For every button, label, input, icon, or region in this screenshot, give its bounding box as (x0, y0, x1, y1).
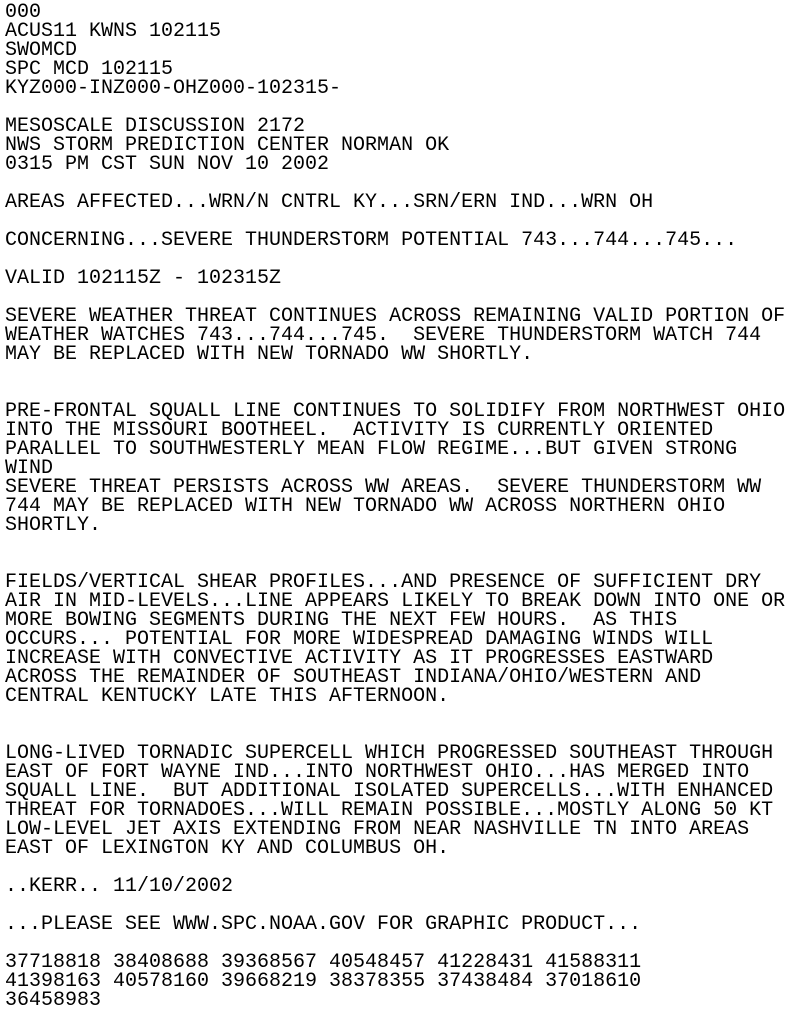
text-line (5, 364, 790, 383)
text-line: LOW-LEVEL JET AXIS EXTENDING FROM NEAR NASHVILLE TN INTO AREAS (5, 818, 750, 841)
text-line: ACUS11 KWNS 102115 (5, 20, 222, 43)
text-line: ...PLEASE SEE WWW.SPC.NOAA.GOV FOR GRAPHIC PRODUCT... (5, 913, 642, 936)
text-line: MAY BE REPLACED WITH NEW TORNADO WW SHORTLY. (5, 343, 534, 366)
text-line: SWOMCD (5, 39, 78, 62)
text-line: AREAS AFFECTED...WRN/N CNTRL KY...SRN/ERN IND...WRN OH (5, 191, 654, 214)
text-line: CONCERNING...SEVERE THUNDERSTORM POTENTIAL 743...744...745... (5, 229, 738, 252)
text-line: AIR IN MID-LEVELS...LINE APPEARS LIKELY TO BREAK DOWN INTO ONE OR (5, 590, 786, 613)
text-line: SHORTLY. (5, 514, 102, 537)
text-line: ACROSS THE REMAINDER OF SOUTHEAST INDIANA/OHIO/WESTERN AND (5, 666, 702, 689)
text-line: CENTRAL KENTUCKY LATE THIS AFTERNOON. (5, 685, 450, 708)
text-line: WIND (5, 457, 54, 480)
text-line: LONG-LIVED TORNADIC SUPERCELL WHICH PROGRESSED SOUTHEAST THROUGH (5, 742, 774, 765)
text-line: FIELDS/VERTICAL SHEAR PROFILES...AND PRESENCE OF SUFFICIENT DRY (5, 571, 762, 594)
text-line (5, 706, 790, 725)
text-line: MORE BOWING SEGMENTS DURING THE NEXT FEW HOURS. AS THIS (5, 609, 678, 632)
text-line: INCREASE WITH CONVECTIVE ACTIVITY AS IT PROGRESSES EASTWARD (5, 647, 714, 670)
text-line: ..KERR.. 11/10/2002 (5, 875, 234, 898)
text-line: OCCURS... POTENTIAL FOR MORE WIDESPREAD DAMAGING WINDS WILL (5, 628, 714, 651)
text-line: 41398163 40578160 39668219 38378355 37438484 37018610 (5, 970, 642, 993)
text-line: 36458983 (5, 989, 102, 1012)
text-line: MESOSCALE DISCUSSION 2172 (5, 115, 306, 138)
text-line: SQUALL LINE. BUT ADDITIONAL ISOLATED SUPERCELLS...WITH ENHANCED (5, 780, 774, 803)
text-line: PARALLEL TO SOUTHWESTERLY MEAN FLOW REGIME...BUT GIVEN STRONG (5, 438, 738, 461)
text-line: 000 (5, 1, 42, 24)
text-line: SEVERE THREAT PERSISTS ACROSS WW AREAS. SEVERE THUNDERSTORM WW (5, 476, 762, 499)
text-line: SPC MCD 102115 (5, 58, 174, 81)
text-line: 744 MAY BE REPLACED WITH NEW TORNADO WW ACROSS NORTHERN OHIO (5, 495, 726, 518)
text-line: 0315 PM CST SUN NOV 10 2002 (5, 153, 330, 176)
text-line: INTO THE MISSOURI BOOTHEEL. ACTIVITY IS CURRENTLY ORIENTED (5, 419, 714, 442)
text-line: 37718818 38408688 39368567 40548457 41228431 41588311 (5, 951, 642, 974)
text-line: PRE-FRONTAL SQUALL LINE CONTINUES TO SOLIDIFY FROM NORTHWEST OHIO (5, 400, 786, 423)
text-line: EAST OF LEXINGTON KY AND COLUMBUS OH. (5, 837, 450, 860)
text-line: SEVERE WEATHER THREAT CONTINUES ACROSS REMAINING VALID PORTION OF (5, 305, 786, 328)
text-line: THREAT FOR TORNADOES...WILL REMAIN POSSIBLE...MOSTLY ALONG 50 KT (5, 799, 774, 822)
text-line: KYZ000-INZ000-OHZ000-102315- (5, 77, 342, 100)
text-line: EAST OF FORT WAYNE IND...INTO NORTHWEST OHIO...HAS MERGED INTO (5, 761, 750, 784)
text-line: VALID 102115Z - 102315Z (5, 267, 282, 290)
text-line: WEATHER WATCHES 743...744...745. SEVERE THUNDERSTORM WATCH 744 (5, 324, 762, 347)
text-line: NWS STORM PREDICTION CENTER NORMAN OK (5, 134, 450, 157)
text-line (5, 535, 790, 554)
